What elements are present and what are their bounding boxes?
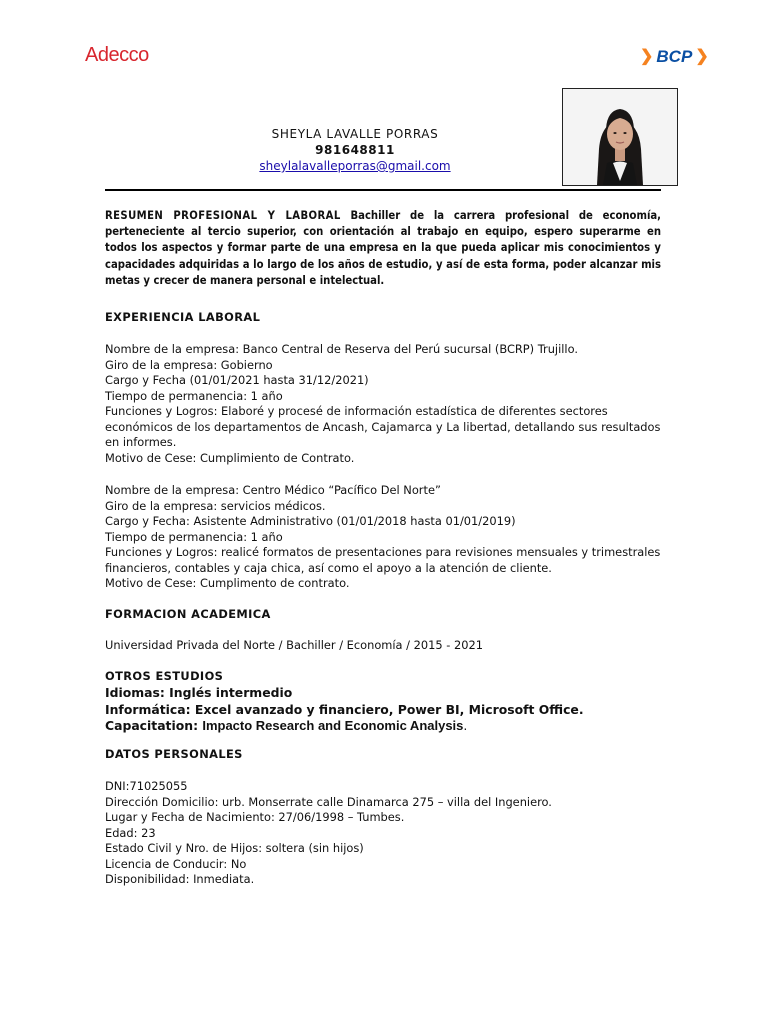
chevron-right-icon: ❯: [695, 48, 709, 65]
education-heading: FORMACION ACADEMICA: [105, 607, 271, 621]
cv-header: [230, 126, 480, 174]
languages-line: Idiomas: Inglés intermedio: [105, 685, 293, 700]
personal-age: Edad: 23: [105, 825, 156, 840]
other-studies-list: [105, 685, 584, 735]
summary-text: Bachiller de la carrera profesional de economía, perteneciente al tercio superior, con orientación al trabajo en equipo, espero superarme en todos los aspectos y formar parte de una empresa en la que pueda aplicar mis conocimientos y capacidades adquiridas a lo largo de los años de estudio, y así de esta forma, poder alcanzar mis metas y crecer de manera personal e intelectual.: [105, 209, 662, 287]
job-exit-reason: Motivo de Cese: Cumplimiento de Contrato.: [105, 450, 355, 465]
training-line: [105, 718, 584, 735]
job-company: Nombre de la empresa: Centro Médico “Pacífico Del Norte”: [105, 483, 441, 497]
personal-marital-status: Estado Civil y Nro. de Hijos: soltera (sin hijos): [105, 841, 364, 855]
job-tenure: Tiempo de permanencia: 1 año: [105, 529, 283, 544]
candidate-name: SHEYLA LAVALLE PORRAS: [271, 127, 439, 141]
adecco-logo: [85, 44, 149, 67]
it-skills-line: Informática: Excel avanzado y financiero, Power BI, Microsoft Office.: [105, 701, 584, 717]
job-tenure: Tiempo de permanencia: 1 año: [105, 388, 283, 403]
bcp-logo-text: BCP: [656, 47, 693, 66]
chevron-right-icon: ❯: [640, 48, 654, 65]
education-entry: Universidad Privada del Norte / Bachiller / Economía / 2015 - 2021: [105, 638, 483, 652]
personal-availability: Disponibilidad: Inmediata.: [105, 872, 255, 886]
personal-birth: Lugar y Fecha de Nacimiento: 27/06/1998 – Tumbes.: [105, 810, 405, 824]
job-entry: [105, 483, 665, 592]
personal-address: Dirección Domicilio: urb. Monserrate calle Dinamarca 275 – villa del Ingeniero.: [105, 794, 552, 809]
training-end: .: [463, 718, 468, 733]
other-studies-heading: OTROS ESTUDIOS: [105, 669, 224, 683]
job-role: Cargo y Fecha: Asistente Administrativo (01/01/2018 hasta 01/01/2019): [105, 514, 516, 528]
personal-data-list: [105, 779, 552, 888]
summary-heading: RESUMEN PROFESIONAL Y LABORAL: [105, 209, 341, 222]
job-sector: Giro de la empresa: servicios médicos.: [105, 498, 326, 513]
training-value: Impacto Research and Economic Analysis: [202, 718, 464, 733]
adecco-logo-text: Adecco: [85, 44, 149, 66]
job-role: Cargo y Fecha (01/01/2021 hasta 31/12/2021): [105, 373, 369, 387]
job-company: Nombre de la empresa: Banco Central de Reserva del Perú sucursal (BCRP) Trujillo.: [105, 342, 578, 356]
header-divider: [105, 189, 661, 191]
experience-heading: EXPERIENCIA LABORAL: [105, 310, 261, 324]
bcp-logo: [640, 47, 709, 67]
professional-summary: [105, 208, 661, 289]
job-entry: [105, 342, 665, 466]
profile-photo: [562, 88, 678, 186]
cv-body: [105, 208, 662, 886]
training-label: Capacitation:: [105, 718, 203, 733]
job-sector: Giro de la empresa: Gobierno: [105, 357, 273, 372]
personal-dni: DNI:71025055: [105, 779, 188, 793]
job-achievements: Funciones y Logros: Elaboré y procesé de información estadística de diferentes sectores económicos de los departamentos de Ancash, Cajamarca y La libertad, detallando sus resultados en informes.: [105, 404, 661, 449]
job-achievements: Funciones y Logros: realicé formatos de presentaciones para revisiones mensuales y trimestrales financieros, contables y caja chica, así como el apoyo a la atención de cliente.: [105, 545, 661, 575]
personal-driving-license: Licencia de Conducir: No: [105, 856, 247, 871]
job-exit-reason: Motivo de Cese: Cumplimento de contrato.: [105, 576, 350, 590]
candidate-phone: 981648811: [315, 143, 395, 157]
personal-data-heading: DATOS PERSONALES: [105, 747, 243, 761]
candidate-email-link[interactable]: sheylalavalleporras@gmail.com: [259, 159, 451, 173]
profile-photo-image: [563, 89, 677, 185]
